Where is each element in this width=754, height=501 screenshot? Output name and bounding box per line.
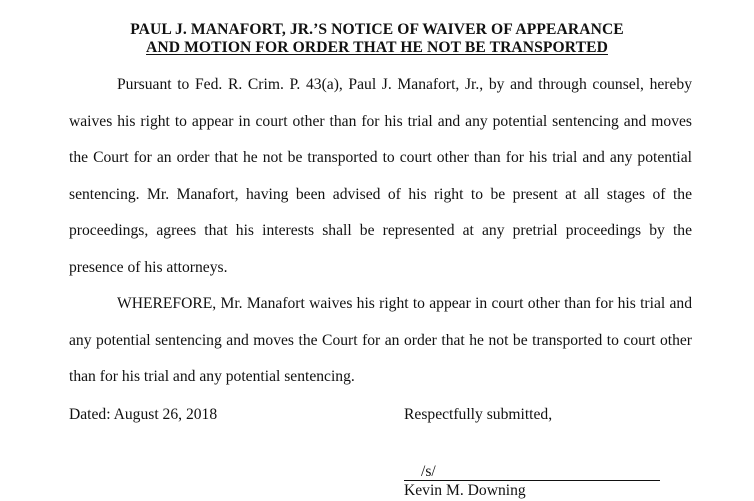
body-paragraph-1: Pursuant to Fed. R. Crim. P. 43(a), Paul J. Manafort, Jr., by and through counsel, hereby waives his right to appear in court other than for his trial and any potential sentencing and moves the Court for an order that he not be transported to court other than for his trial and any potential sentencing. Mr. Manafort, having been advised of his right to be present at all stages of the proceedings, agrees that his interests shall be represented at any pretrial proceedings by the presence of his attorneys. — [69, 76, 692, 276]
dated-line: Dated: August 26, 2018 — [69, 406, 218, 423]
document-title-line-1: PAUL J. MANAFORT, JR.’S NOTICE OF WAIVER OF APPEARANCE — [130, 21, 624, 38]
signature-line — [404, 464, 660, 481]
body-paragraph-2: WHEREFORE, Mr. Manafort waives his right to appear in court other than for his trial and any potential sentencing and moves the Court for an order that he not be transported to court other than for his trial and any potential sentencing. — [69, 295, 692, 386]
document-title-line-2-text: AND MOTION FOR ORDER THAT HE NOT BE TRANSPORTED — [146, 39, 608, 56]
document-title-line-2 — [0, 39, 754, 57]
signature-mark: /s/ — [421, 463, 436, 480]
signer-name: Kevin M. Downing — [404, 482, 526, 499]
closing-text: Respectfully submitted, — [404, 406, 553, 423]
